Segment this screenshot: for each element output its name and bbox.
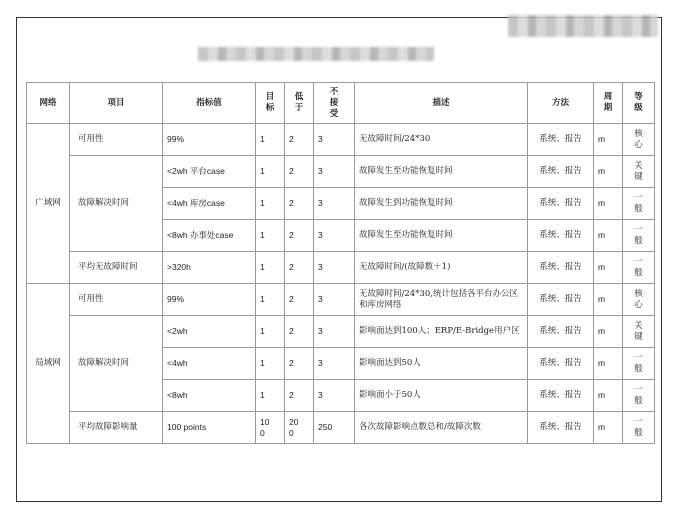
description-cell: 故障发生到功能恢复时间 — [355, 188, 528, 220]
unacceptable-cell: 3 — [314, 284, 355, 316]
table-row — [27, 316, 655, 348]
target-cell-text: 1 — [260, 294, 265, 304]
period-cell: m — [594, 188, 623, 220]
description-cell: 影响面达到50人 — [355, 348, 528, 380]
unacceptable-cell: 250 — [314, 412, 355, 444]
unacceptable-cell: 3 — [314, 156, 355, 188]
table-row — [27, 124, 655, 156]
description-cell: 故障发生至功能恢复时间 — [355, 220, 528, 252]
below-cell-text: 200 — [289, 416, 299, 438]
column-header — [70, 83, 163, 124]
period-cell: m — [594, 316, 623, 348]
level-label: 核心 — [634, 128, 643, 150]
method-cell: 系统、报告 — [528, 380, 594, 412]
column-header-label: 目标 — [265, 92, 275, 113]
level-label: 一般 — [634, 192, 643, 214]
below-cell-text: 2 — [289, 134, 294, 144]
level-cell — [623, 412, 655, 444]
target-cell — [256, 252, 285, 284]
method-cell: 系统、报告 — [528, 220, 594, 252]
description-cell: 影响面小于50人 — [355, 380, 528, 412]
period-cell: m — [594, 252, 623, 284]
level-label: 一般 — [634, 352, 643, 374]
column-header — [528, 83, 594, 124]
column-header — [355, 83, 528, 124]
table-header-row — [27, 83, 655, 124]
below-cell — [285, 156, 314, 188]
target-cell — [256, 188, 285, 220]
method-cell: 系统、报告 — [528, 156, 594, 188]
indicator-value-cell: <8wh — [163, 380, 256, 412]
description-cell: 无故障时间/24*30,统计包括各平台办公区和库房网络 — [355, 284, 528, 316]
below-cell — [285, 380, 314, 412]
level-cell — [623, 220, 655, 252]
column-header — [27, 83, 70, 124]
below-cell-text: 2 — [289, 390, 294, 400]
column-header — [285, 83, 314, 124]
description-cell: 故障发生至功能恢复时间 — [355, 156, 528, 188]
kpi-table — [26, 82, 655, 444]
target-cell-text: 1 — [260, 390, 265, 400]
period-cell: m — [594, 380, 623, 412]
item-cell: 故障解决时间 — [70, 316, 163, 412]
table-row — [27, 284, 655, 316]
below-cell — [285, 188, 314, 220]
column-header-label: 等级 — [634, 92, 643, 113]
description-cell: 无故障时间/(故障数＋1) — [355, 252, 528, 284]
period-cell: m — [594, 284, 623, 316]
below-cell-text: 2 — [289, 198, 294, 208]
method-cell: 系统、报告 — [528, 412, 594, 444]
below-cell — [285, 220, 314, 252]
method-cell: 系统、报告 — [528, 188, 594, 220]
indicator-value-cell: <2wh 平台case — [163, 156, 256, 188]
level-label: 一般 — [634, 384, 643, 406]
below-cell-text: 2 — [289, 358, 294, 368]
column-header — [314, 83, 355, 124]
level-cell — [623, 252, 655, 284]
target-cell — [256, 316, 285, 348]
description-cell: 影响面达到100人；ERP/E-Bridge用户区 — [355, 316, 528, 348]
unacceptable-cell: 3 — [314, 220, 355, 252]
column-header — [256, 83, 285, 124]
below-cell — [285, 412, 314, 444]
column-header — [163, 83, 256, 124]
level-label: 关键 — [634, 160, 643, 182]
unacceptable-cell: 3 — [314, 348, 355, 380]
level-cell — [623, 284, 655, 316]
column-header-label: 网络 — [39, 97, 57, 108]
target-cell-text: 1 — [260, 198, 265, 208]
target-cell-text: 1 — [260, 230, 265, 240]
method-cell: 系统、报告 — [528, 284, 594, 316]
description-cell: 各次故障影响点数总和/故障次数 — [355, 412, 528, 444]
target-cell-text: 1 — [260, 134, 265, 144]
period-cell: m — [594, 156, 623, 188]
period-cell: m — [594, 220, 623, 252]
target-cell — [256, 412, 285, 444]
period-cell: m — [594, 412, 623, 444]
item-cell: 故障解决时间 — [70, 156, 163, 252]
target-cell-text: 1 — [260, 262, 265, 272]
column-header-label: 不接受 — [329, 86, 339, 119]
target-cell — [256, 380, 285, 412]
target-cell — [256, 220, 285, 252]
redacted-header-text — [508, 15, 658, 37]
description-cell: 无故障时间/24*30 — [355, 124, 528, 156]
item-cell: 可用性 — [70, 284, 163, 316]
column-header-label: 方法 — [551, 97, 569, 108]
unacceptable-cell: 3 — [314, 380, 355, 412]
indicator-value-cell: 100 points — [163, 412, 256, 444]
level-label: 核心 — [634, 288, 643, 310]
method-cell: 系统、报告 — [528, 316, 594, 348]
indicator-value-cell: <2wh — [163, 316, 256, 348]
below-cell — [285, 284, 314, 316]
level-label: 一般 — [634, 224, 643, 246]
target-cell — [256, 348, 285, 380]
item-cell: 平均无故障时间 — [70, 252, 163, 284]
target-cell — [256, 156, 285, 188]
period-cell: m — [594, 124, 623, 156]
indicator-value-cell: 99% — [163, 124, 256, 156]
indicator-value-cell: <4wh 库房case — [163, 188, 256, 220]
unacceptable-cell: 3 — [314, 316, 355, 348]
unacceptable-cell: 3 — [314, 252, 355, 284]
target-cell-text: 1 — [260, 326, 265, 336]
level-cell — [623, 156, 655, 188]
unacceptable-cell: 3 — [314, 124, 355, 156]
method-cell: 系统、报告 — [528, 124, 594, 156]
level-cell — [623, 380, 655, 412]
below-cell-text: 2 — [289, 262, 294, 272]
item-cell: 可用性 — [70, 124, 163, 156]
indicator-value-cell: 99% — [163, 284, 256, 316]
below-cell — [285, 124, 314, 156]
column-header-label: 周期 — [603, 92, 613, 113]
table-row — [27, 412, 655, 444]
target-cell-text: 100 — [260, 416, 270, 438]
column-header-label: 描述 — [432, 97, 450, 108]
below-cell-text: 2 — [289, 166, 294, 176]
level-label: 关键 — [634, 320, 643, 342]
network-cell: 局域网 — [27, 284, 70, 444]
level-label: 一般 — [634, 256, 643, 278]
method-cell: 系统、报告 — [528, 252, 594, 284]
method-cell: 系统、报告 — [528, 348, 594, 380]
below-cell-text: 2 — [289, 230, 294, 240]
level-cell — [623, 316, 655, 348]
below-cell — [285, 252, 314, 284]
target-cell-text: 1 — [260, 166, 265, 176]
column-header-label: 指标值 — [196, 97, 222, 108]
network-cell: 广域网 — [27, 124, 70, 284]
target-cell-text: 1 — [260, 358, 265, 368]
indicator-value-cell: <8wh 办事处case — [163, 220, 256, 252]
table-row — [27, 252, 655, 284]
table-row — [27, 156, 655, 188]
period-cell: m — [594, 348, 623, 380]
indicator-value-cell: <4wh — [163, 348, 256, 380]
unacceptable-cell: 3 — [314, 188, 355, 220]
column-header-label: 低于 — [294, 92, 304, 113]
target-cell — [256, 124, 285, 156]
level-cell — [623, 348, 655, 380]
level-cell — [623, 124, 655, 156]
redacted-title — [198, 47, 434, 61]
item-cell: 平均故障影响量 — [70, 412, 163, 444]
column-header — [623, 83, 655, 124]
below-cell — [285, 316, 314, 348]
column-header — [594, 83, 623, 124]
level-cell — [623, 188, 655, 220]
level-label: 一般 — [634, 416, 643, 438]
indicator-value-cell: >320h — [163, 252, 256, 284]
target-cell — [256, 284, 285, 316]
below-cell-text: 2 — [289, 294, 294, 304]
below-cell-text: 2 — [289, 326, 294, 336]
column-header-label: 项目 — [107, 97, 125, 108]
below-cell — [285, 348, 314, 380]
